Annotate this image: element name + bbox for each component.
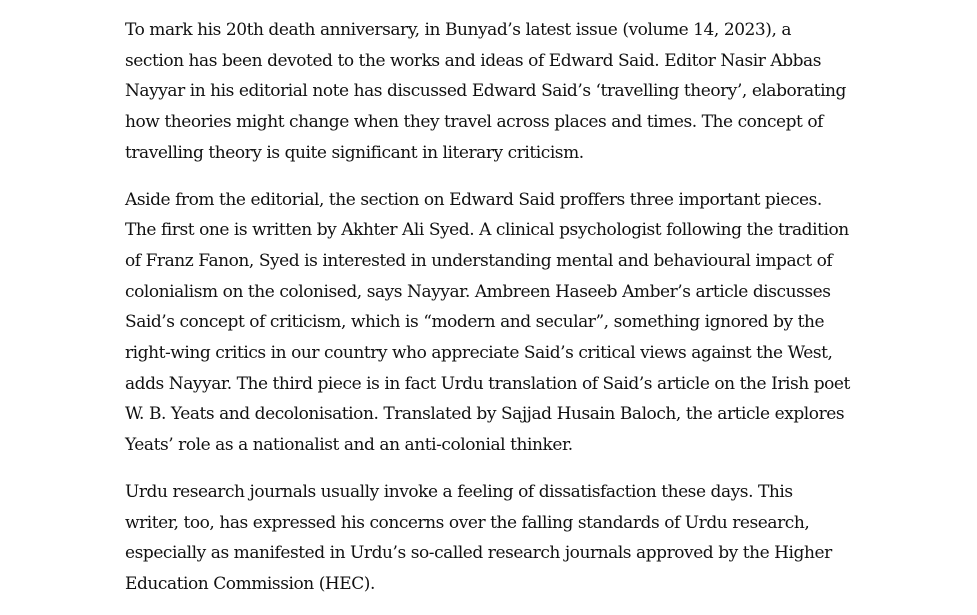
paragraph-three-pieces: Aside from the editorial, the section on Edward Said proffers three important pieces. The first one is written by Akhter Ali Syed. A clinical psychologist following the tradition of Franz Fanon, Syed is interested in understanding mental and behavioural impact of colonialism on the colonised, says Nayyar. Ambreen Haseeb Amber’s article discusses Said’s concept of criticism, which is “modern and secular”, something ignored by the right-wing critics in our country who appreciate Said’s critical views against the West, adds Nayyar. The third piece is in fact Urdu translation of Said’s article on the Irish poet W. B. Yeats and decolonisation. Translated by Sajjad Husain Baloch, the article explores Yeats’ role as a nationalist and an anti-colonial thinker. bbox=[125, 189, 850, 456]
paragraph-research-journals: Urdu research journals usually invoke a feeling of dissatisfaction these days. This writer, too, has expressed his concerns over the falling standards of Urdu research, especially as manifested in Urdu’s so-called research journals approved by the Higher Education Commission (HEC). bbox=[125, 481, 832, 594]
article-body bbox=[125, 15, 850, 600]
paragraph-said-anniversary: To mark his 20th death anniversary, in Bunyad’s latest issue (volume 14, 2023), a section has been devoted to the works and ideas of Edward Said. Editor Nasir Abbas Nayyar in his editorial note has discussed Edward Said’s ‘travelling theory’, elaborating how theories might change when they travel across places and times. The concept of travelling theory is quite significant in literary criticism. bbox=[125, 20, 846, 163]
